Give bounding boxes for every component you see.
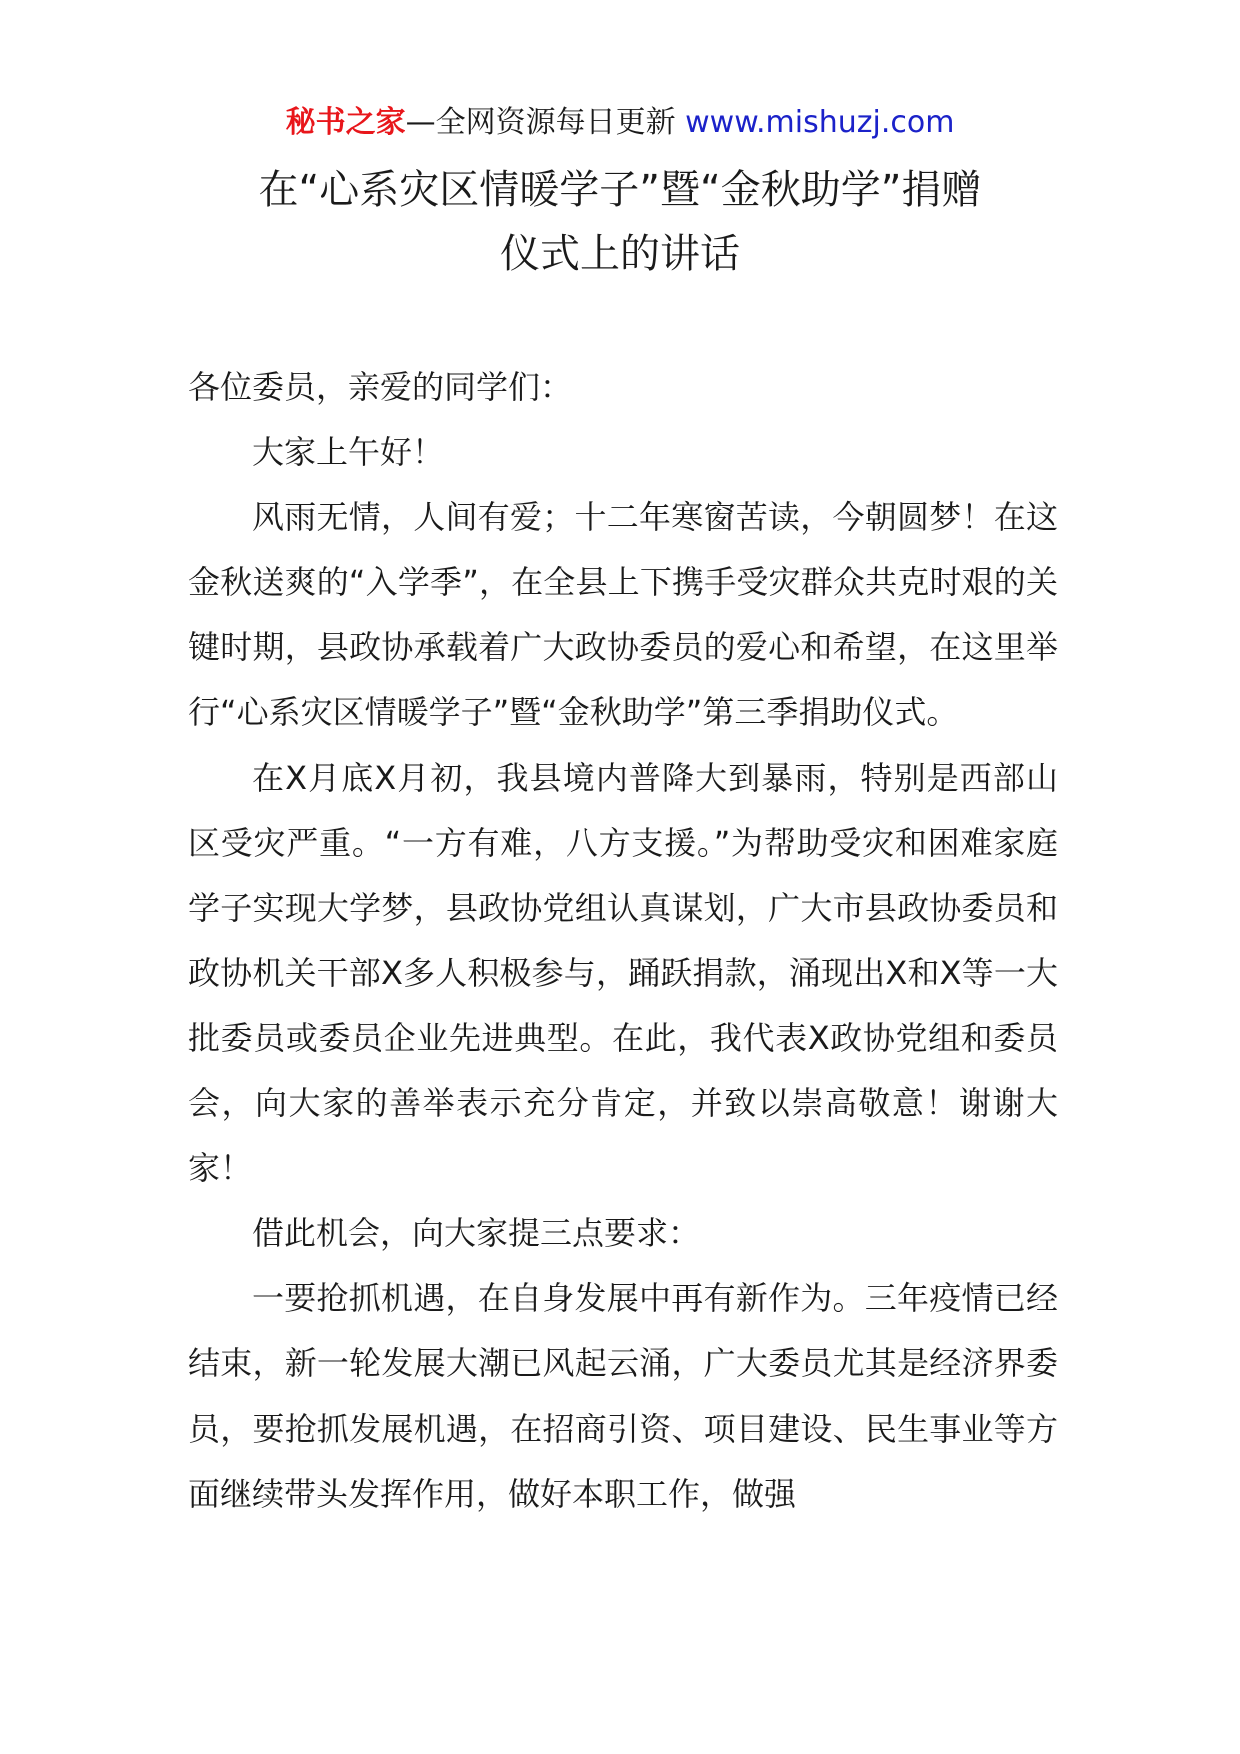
document-body xyxy=(188,355,1058,1527)
paragraph-2: 在X月底X月初，我县境内普降大到暴雨，特别是西部山区受灾严重。“一方有难，八方支援。”为帮助受灾和困难家庭学子实现大学梦，县政协党组认真谋划，广大市县政协委员和政协机关干部X多人积极参与，踊跃捐款，涌现出X和X等一大批委员或委员企业先进典型。在此，我代表X政协党组和委员会，向大家的善举表示充分肯定，并致以崇高敬意！谢谢大家！ xyxy=(188,758,1058,1188)
paragraph-4 xyxy=(188,1266,1058,1526)
paragraph-1: 风雨无情，人间有爱；十二年寒窗苦读，今朝圆梦！在这金秋送爽的“入学季”，在全县上下携手受灾群众共克时艰的关键时期，县政协承载着广大政协委员的爱心和希望，在这里举行“心系灾区情暖学子”暨“金秋助学”第三季捐助仪式。 xyxy=(188,498,1058,732)
paragraph-4-rest: 三年疫情已经结束，新一轮发展大潮已风起云涌，广大委员尤其是经济界委员，要抢抓发展机遇，在招商引资、项目建设、民生事业等方面继续带头发挥作用，做好本职工作，做强 xyxy=(188,1279,1058,1513)
title-line-2: 仪式上的讲话 xyxy=(500,231,740,277)
paragraph-3: 借此机会，向大家提三点要求： xyxy=(252,1214,701,1253)
paragraph-4-lead: 一要抢抓机遇，在自身发展中再有新作为。 xyxy=(252,1279,865,1318)
document-title xyxy=(150,158,1090,286)
header-tagline: —全网资源每日更新 xyxy=(405,105,676,140)
brand-name: 秘书之家 xyxy=(285,105,406,140)
site-url-link[interactable]: www.mishuzj.com xyxy=(685,105,955,140)
title-line-1: 在“心系灾区情暖学子”暨“金秋助学”捐赠 xyxy=(258,167,982,213)
salutation: 各位委员，亲爱的同学们： xyxy=(188,368,573,406)
greeting: 大家上午好！ xyxy=(252,433,445,472)
site-header xyxy=(0,100,1240,146)
